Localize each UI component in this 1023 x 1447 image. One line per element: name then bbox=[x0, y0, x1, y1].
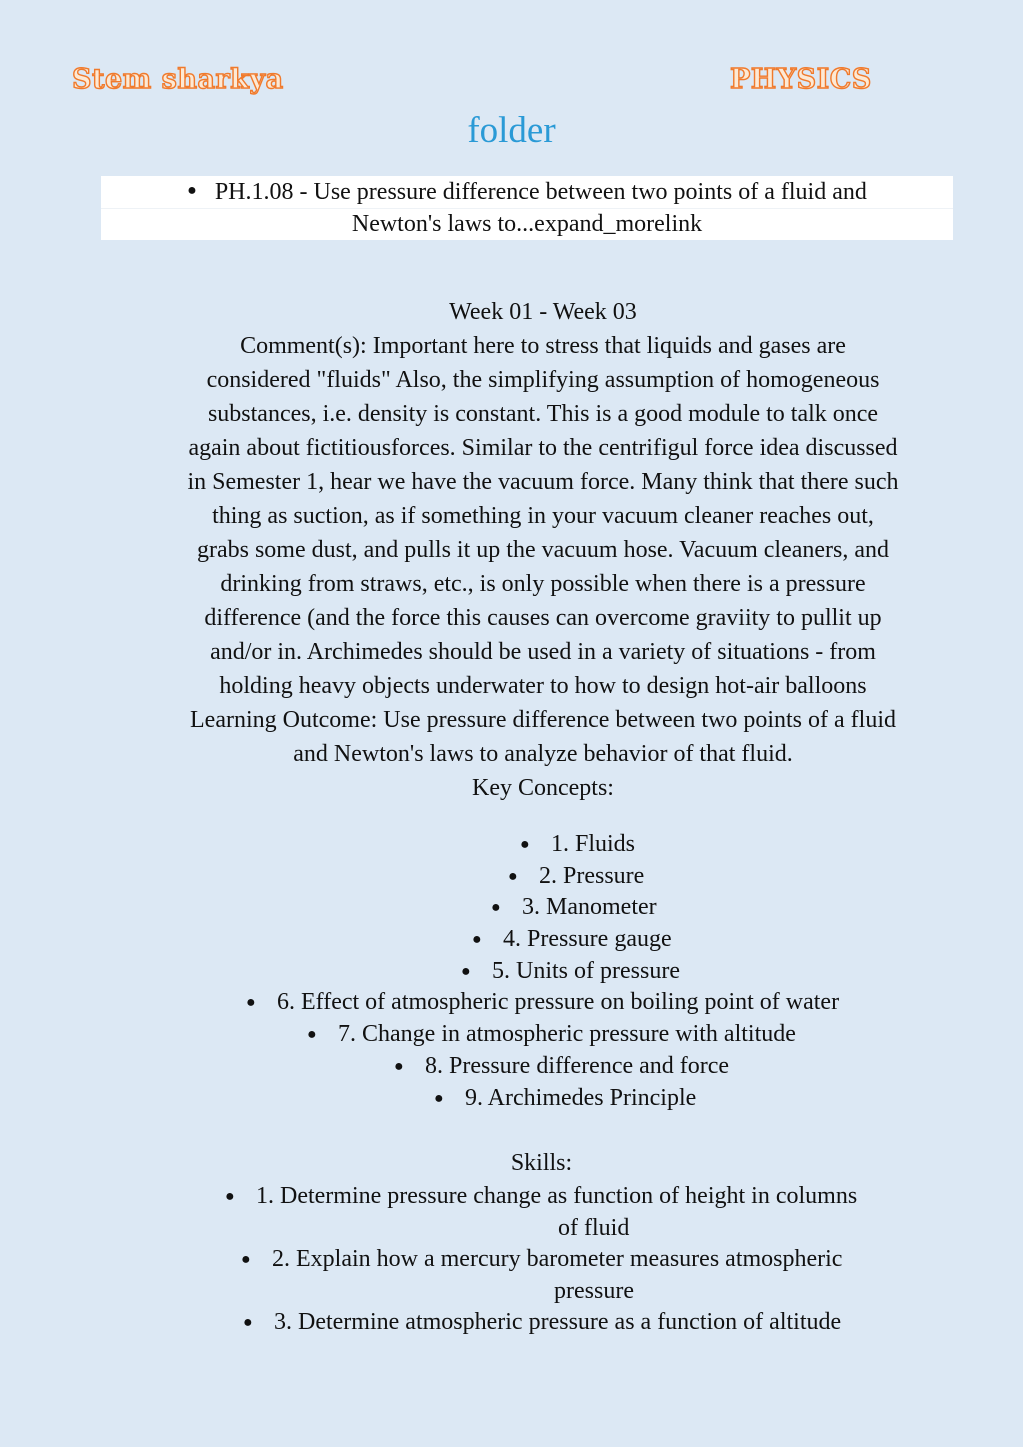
list-item: ● 9. Archimedes Principle bbox=[0, 1083, 1023, 1115]
comment-line: and/or in. Archimedes should be used in a variety of situations - from bbox=[210, 639, 876, 665]
comment-line: considered "fluids" Also, the simplifying assumption of homogeneous bbox=[206, 367, 880, 393]
comment-line: difference (and the force this causes can overcome graviity to pullit up bbox=[204, 605, 882, 631]
week-range: Week 01 - Week 03 bbox=[449, 299, 637, 325]
bullet-icon: ● bbox=[491, 899, 501, 917]
comment-line: holding heavy objects underwater to how to design hot-air balloons bbox=[219, 673, 867, 699]
site-title: Stem sharkya bbox=[72, 64, 284, 95]
key-concepts-list bbox=[0, 829, 1023, 1114]
objective-text-1: PH.1.08 - Use pressure difference between two points of a fluid and bbox=[214, 179, 867, 205]
bullet-icon: ● bbox=[307, 1026, 317, 1044]
list-item: ● 1. Fluids bbox=[0, 829, 1023, 861]
bullet-icon: ● bbox=[246, 994, 256, 1012]
bullet-icon: ● bbox=[461, 962, 471, 980]
bullet-icon: ● bbox=[225, 1188, 235, 1205]
list-item: ● 2. Pressure bbox=[0, 861, 1023, 893]
key-concepts-label: Key Concepts: bbox=[472, 775, 614, 801]
subject-title: PHYSICS bbox=[730, 64, 872, 95]
module-description bbox=[130, 295, 956, 805]
bullet-icon: ● bbox=[520, 836, 530, 853]
comment-line: grabs some dust, and pulls it up the vacuum hose. Vacuum cleaners, and bbox=[196, 537, 890, 563]
objective-line-2[interactable]: Newton's laws to...expand_morelink bbox=[351, 211, 703, 237]
learning-outcome-line: Learning Outcome: Use pressure difference between two points of a fluid bbox=[190, 707, 896, 733]
list-item: ● 6. Effect of atmospheric pressure on boiling point of water bbox=[0, 987, 1023, 1019]
list-item: ● 8. Pressure difference and force bbox=[0, 1051, 1023, 1083]
bullet-icon: ● bbox=[241, 1251, 251, 1268]
bullet-icon: ● bbox=[394, 1057, 404, 1075]
learning-outcome-line: and Newton's laws to analyze behavior of that fluid. bbox=[293, 741, 793, 767]
comment-line: thing as suction, as if something in your vacuum cleaner reaches out, bbox=[212, 503, 874, 529]
bullet-icon: ● bbox=[434, 1089, 444, 1107]
bullet-icon: ● bbox=[472, 931, 482, 949]
list-item: ● 3. Manometer bbox=[0, 892, 1023, 924]
comment-line: substances, i.e. density is constant. This is a good module to talk once bbox=[207, 401, 879, 427]
skills-label: Skills: bbox=[510, 1150, 573, 1176]
list-item: ● 4. Pressure gauge bbox=[0, 924, 1023, 956]
bullet-icon: ● bbox=[508, 867, 518, 885]
comment-line: in Semester 1, hear we have the vacuum force. Many think that there such bbox=[187, 469, 899, 495]
comment-line: Comment(s): Important here to stress that liquids and gases are bbox=[240, 333, 846, 359]
bullet-icon: ● bbox=[243, 1314, 253, 1331]
comment-line: again about fictitiousforces. Similar to the centrifigul force idea discussed bbox=[188, 435, 898, 461]
list-item: ● 5. Units of pressure bbox=[0, 956, 1023, 988]
list-item: ● 7. Change in atmospheric pressure with altitude bbox=[0, 1019, 1023, 1051]
objective-box bbox=[101, 176, 953, 240]
objective-line-1 bbox=[101, 176, 953, 209]
folder-title: folder bbox=[467, 110, 556, 151]
bullet-icon: ● bbox=[187, 182, 197, 200]
comment-line: drinking from straws, etc., is only possible when there is a pressure bbox=[220, 571, 866, 597]
